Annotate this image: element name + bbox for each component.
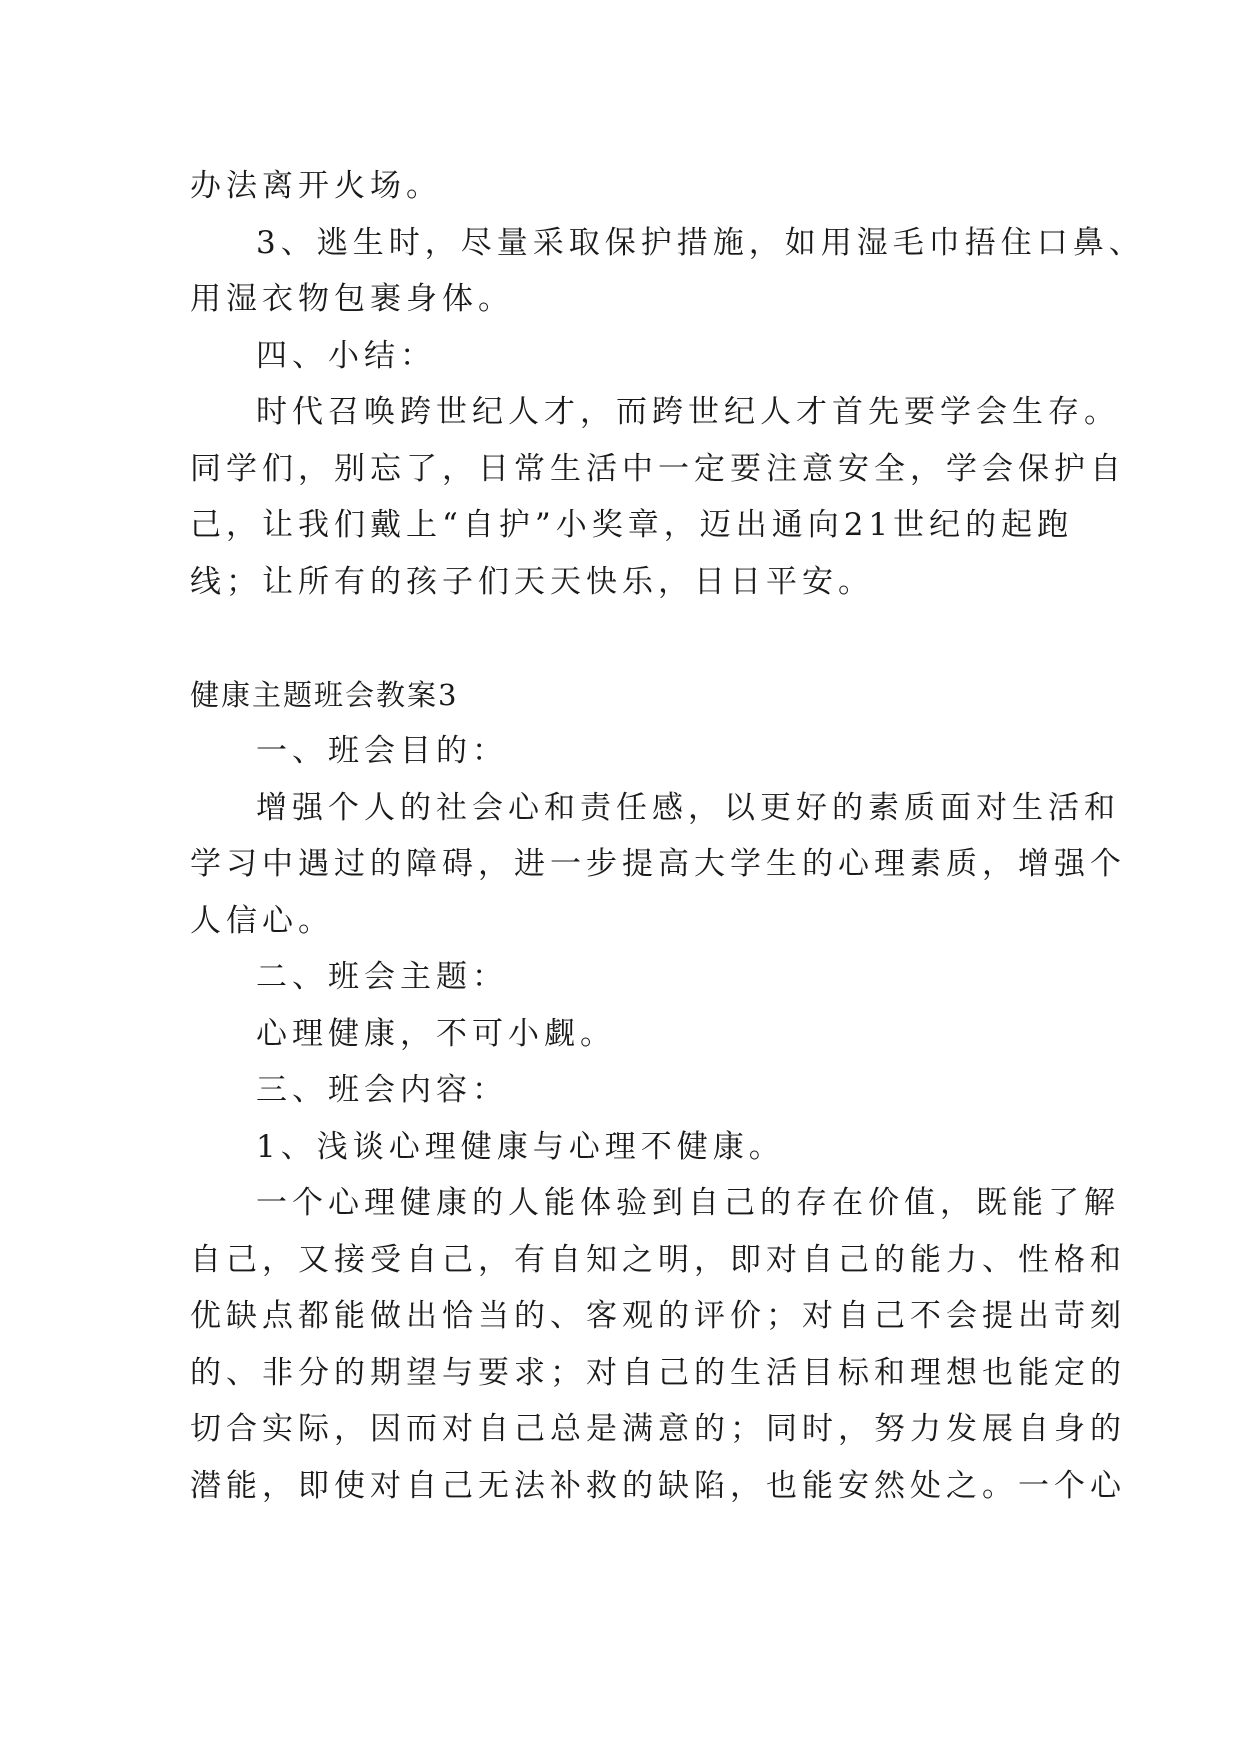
paragraph-line: 3、逃生时，尽量采取保护措施，如用湿毛巾捂住口鼻、 [256, 224, 1145, 261]
paragraph-line: 学习中遇过的障碍，进一步提高大学生的心理素质，增强个 [190, 846, 1126, 882]
paragraph-line: 优缺点都能做出恰当的、客观的评价；对自己不会提出苛刻 [190, 1298, 1126, 1334]
heading-theme: 二、班会主题： [256, 959, 508, 995]
paragraph-line: 1、浅谈心理健康与心理不健康。 [256, 1128, 785, 1165]
heading-summary: 四、小结： [256, 337, 436, 374]
heading-content: 三、班会内容： [256, 1072, 508, 1108]
paragraph-line: 人信心。 [190, 902, 334, 939]
paragraph-line: 用湿衣物包裹身体。 [190, 281, 514, 317]
paragraph-line: 同学们，别忘了，日常生活中一定要注意安全，学会保护自 [190, 450, 1126, 487]
paragraph-line: 线；让所有的孩子们天天快乐，日日平安。 [190, 563, 874, 600]
paragraph-line: 时代召唤跨世纪人才，而跨世纪人才首先要学会生存。 [256, 394, 1120, 430]
section-title: 健康主题班会教案3 [190, 677, 459, 712]
heading-purpose: 一、班会目的： [256, 733, 508, 769]
paragraph-line: 己，让我们戴上“自护”小奖章，迈出通向21世纪的起跑 [190, 507, 1074, 543]
paragraph-line: 自己，又接受自己，有自知之明，即对自己的能力、性格和 [190, 1241, 1126, 1278]
paragraph-line: 增强个人的社会心和责任感，以更好的素质面对生活和 [256, 789, 1120, 826]
paragraph-line: 潜能，即使对自己无法补救的缺陷，也能安然处之。一个心 [190, 1467, 1126, 1504]
paragraph-line: 心理健康，不可小觑。 [256, 1015, 616, 1052]
paragraph-line: 一个心理健康的人能体验到自己的存在价值，既能了解 [256, 1185, 1120, 1221]
document-body [190, 158, 1145, 1514]
paragraph-line: 切合实际，因而对自己总是满意的；同时，努力发展自身的 [190, 1411, 1126, 1447]
paragraph-line: 的、非分的期望与要求；对自己的生活目标和理想也能定的 [190, 1354, 1126, 1391]
paragraph-line: 办法离开火场。 [190, 168, 442, 204]
